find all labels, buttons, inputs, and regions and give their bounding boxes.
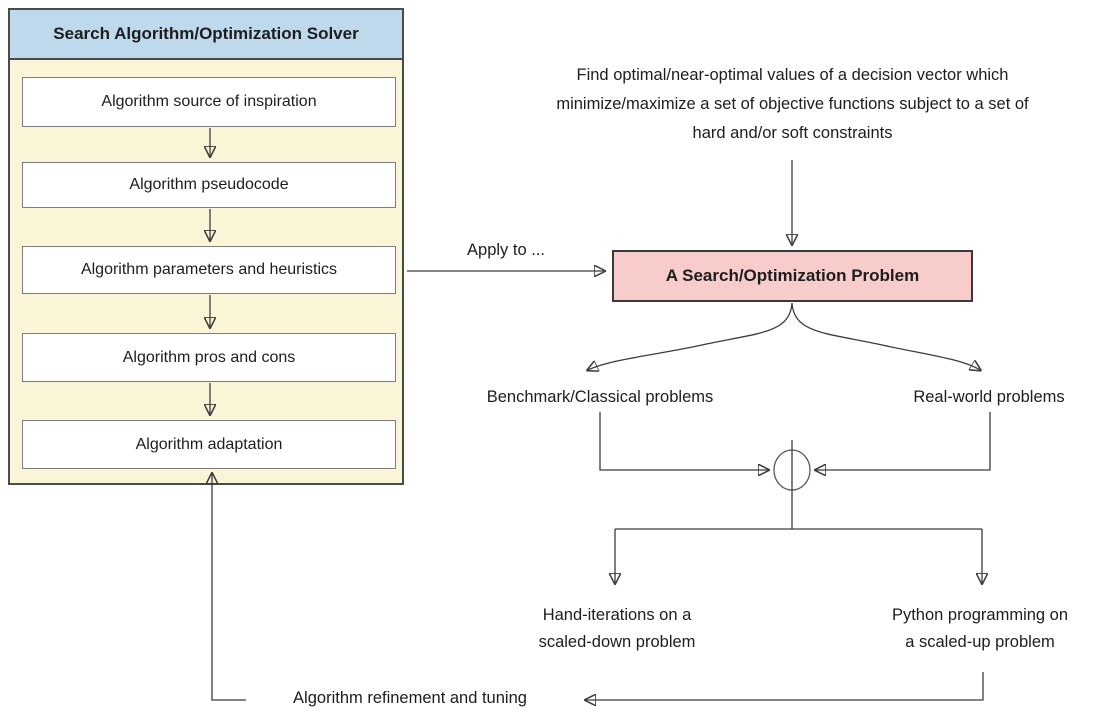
benchmark-problems-label: Benchmark/Classical problems (486, 388, 714, 406)
search-optimization-problem-box: A Search/Optimization Problem (612, 250, 973, 302)
step-box-source-of-inspiration: Algorithm source of inspiration (22, 77, 396, 127)
arrow-refinement-to-adaptation (212, 474, 246, 700)
step-box-pseudocode: Algorithm pseudocode (22, 162, 396, 208)
arrow-python-to-refinement (586, 672, 983, 700)
curve-problem-to-realworld (792, 303, 980, 370)
hand-iterations-label (492, 602, 742, 656)
curve-problem-to-benchmark (588, 303, 792, 370)
junction-circle (774, 450, 810, 490)
step-box-parameters-heuristics: Algorithm parameters and heuristics (22, 246, 396, 294)
real-world-problems-label: Real-world problems (913, 388, 1065, 406)
line-realworld-to-junction (816, 412, 990, 470)
problem-statement (480, 61, 1100, 148)
solver-panel-title: Search Algorithm/Optimization Solver (8, 8, 404, 60)
step-box-adaptation: Algorithm adaptation (22, 420, 396, 469)
problem-statement-line: minimize/maximize a set of objective functions subject to a set of (556, 95, 1029, 113)
line-benchmark-to-junction (600, 412, 768, 470)
python-programming-line: Python programming on (891, 606, 1069, 624)
refinement-tuning-label: Algorithm refinement and tuning (293, 689, 527, 707)
python-programming-label (855, 602, 1100, 656)
step-box-pros-and-cons: Algorithm pros and cons (22, 333, 396, 382)
hand-iterations-line: Hand-iterations on a (542, 606, 692, 624)
python-programming-line: a scaled-up problem (905, 633, 1055, 651)
problem-statement-line: Find optimal/near-optimal values of a decision vector which (576, 66, 1009, 84)
apply-to-label: Apply to ... (467, 241, 545, 259)
hand-iterations-line: scaled-down problem (538, 633, 696, 651)
problem-statement-line: hard and/or soft constraints (692, 124, 893, 142)
